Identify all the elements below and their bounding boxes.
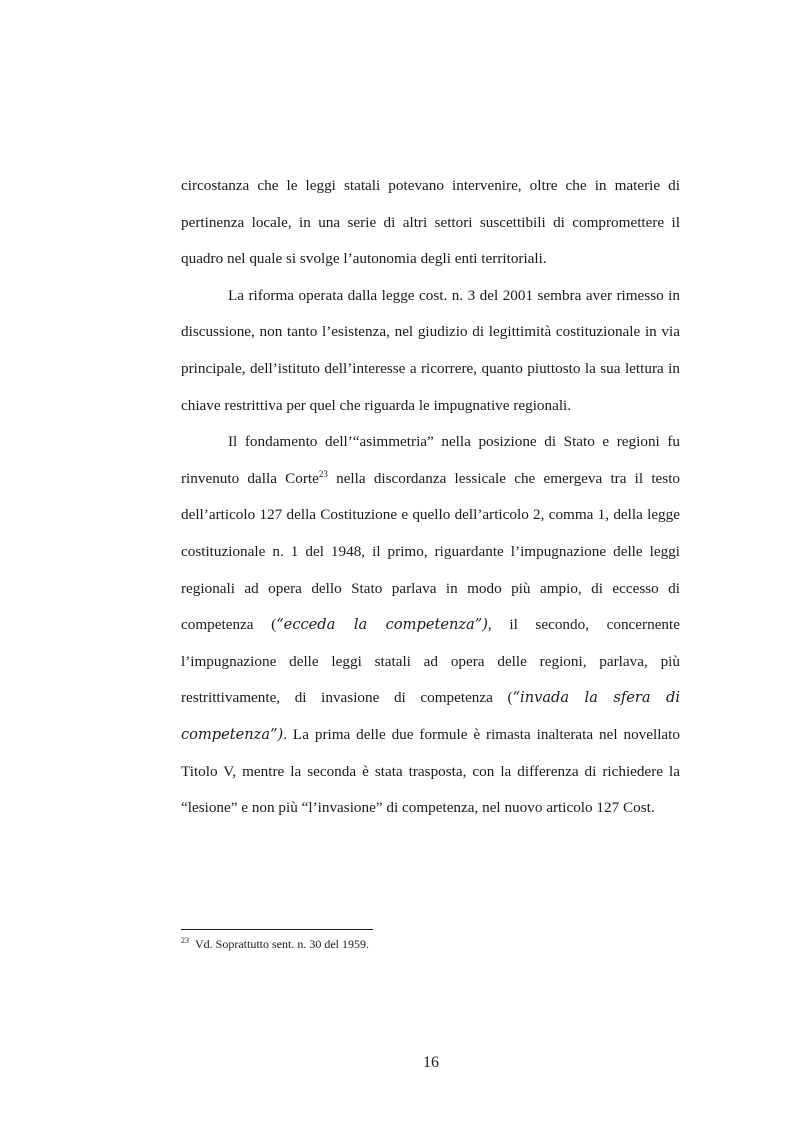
footnote [181,936,680,952]
footnote-separator [181,929,373,930]
footnote-text: Vd. Soprattutto sent. n. 30 del 1959. [195,937,369,951]
paragraph-3-part-1: Il fondamento dell’“asimmetria” nella posizione di Stato e regioni fu rinvenuto dalla Corte [181,433,680,487]
footnote-number: 23 [181,936,189,945]
paragraph-3-part-3: , il secondo, concernente l’impugnazione delle leggi statali ad opera delle regioni, parlava, più restrittivamente, di invasione di competenza ( [181,616,680,707]
footnote-reference: 23 [318,468,328,479]
paragraph-2: La riforma operata dalla legge cost. n. 3 del 2001 sembra aver rimesso in discussione, non tanto l’esistenza, nel giudizio di legittimità costituzionale in via principale, dell’istituto dell’interesse a ricorrere, quanto piuttosto la sua lettura in chiave restrittiva per quel che riguarda le impugnative regionali. [181,286,680,414]
paragraph-3-part-4: . La prima delle due formule è rimasta inalterata nel novellato Titolo V, mentre la seconda è stata trasposta, con la differenza di richiedere la “lesione” e non più “l’invasione” di competenza, nel nuovo articolo 127 Cost. [181,725,680,817]
paragraph-3-part-2: nella discordanza lessicale che emergeva tra il testo dell’articolo 127 della Costituzione e quello dell’articolo 2, comma 1, della legge costituzionale n. 1 del 1948, il primo, riguardante l’impugnazione delle leggi regionali ad opera dello Stato parlava in modo più ampio, di eccesso di competenza ( [181,469,681,634]
paragraph-3 [181,424,680,827]
paragraph-1: circostanza che le leggi statali potevano intervenire, oltre che in materie di pertinenza locale, in una serie di altri settori suscettibili di compromettere il quadro nel quale si svolge l’autonomia degli enti territoriali. [181,177,680,268]
quote-eccede: “eccedа la competenza”) [276,616,488,634]
quote-invada: “invada la sfera di competenza”) [181,689,681,743]
body-text [181,168,680,827]
page-number: 16 [423,1054,439,1071]
